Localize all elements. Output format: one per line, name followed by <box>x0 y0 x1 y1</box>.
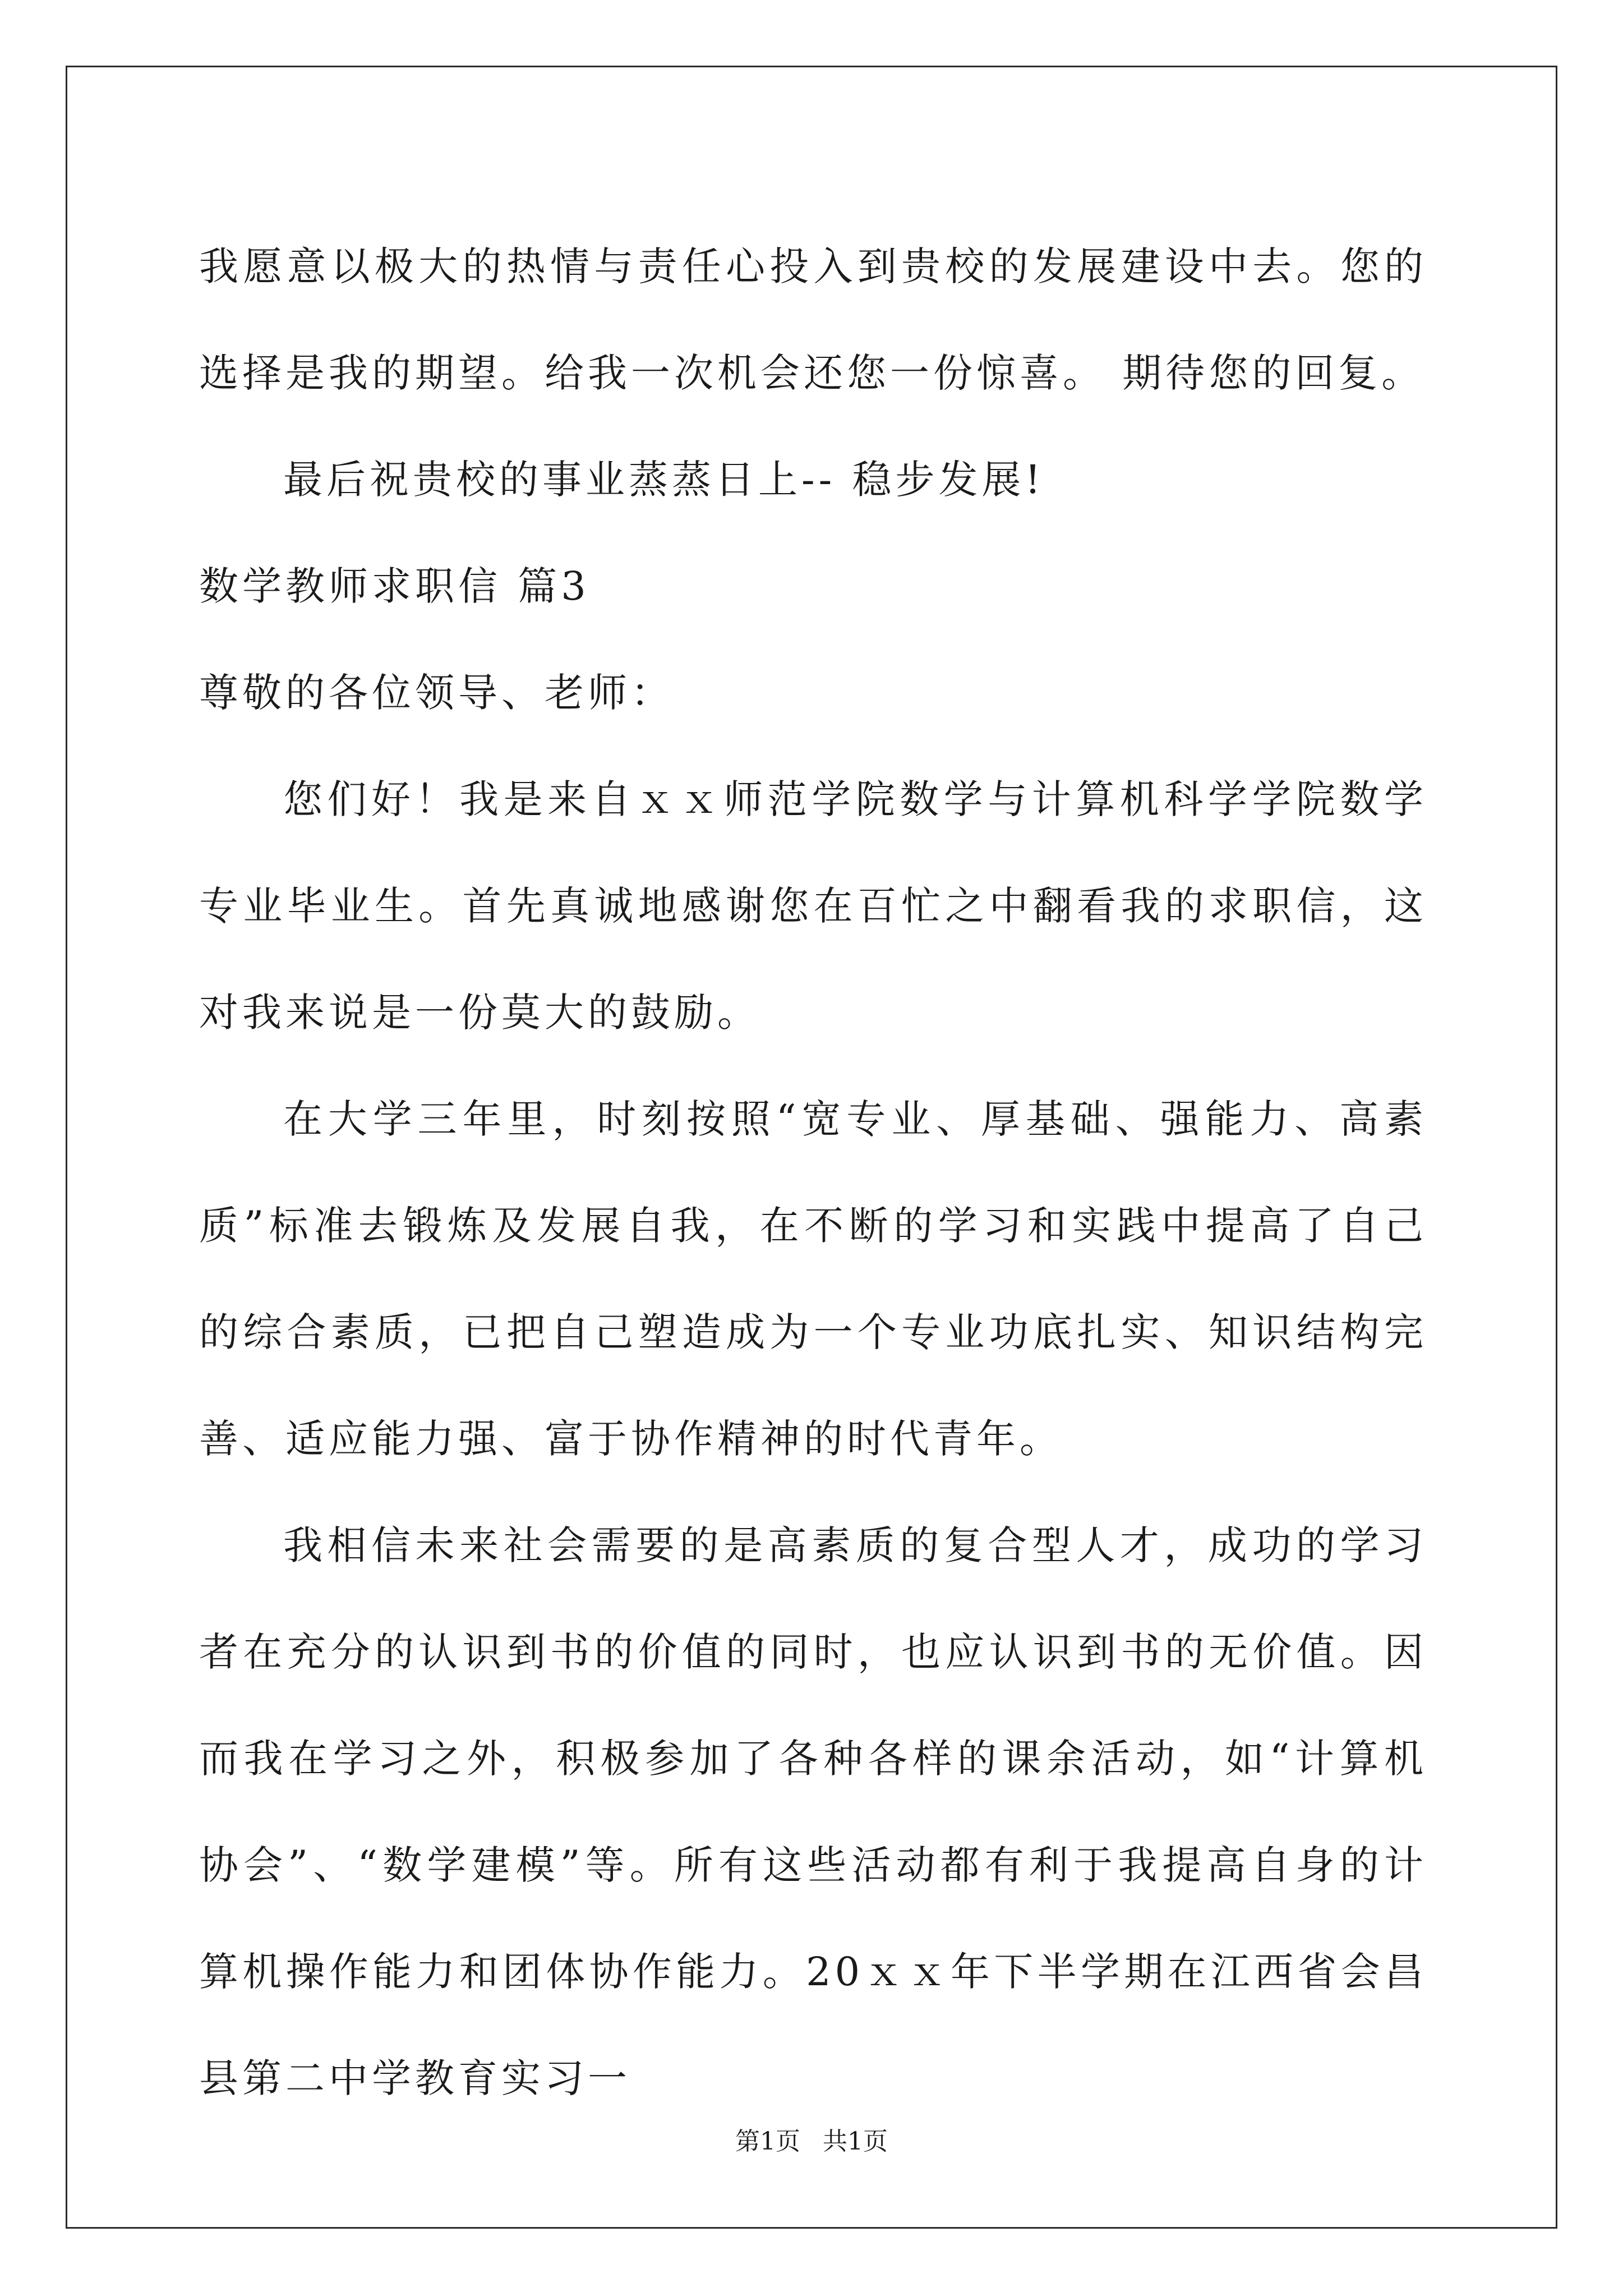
section-heading: 数学教师求职信 篇3 <box>199 563 590 609</box>
salutation: 尊敬的各位领导、老师： <box>199 670 674 716</box>
paragraph-activities: 我相信未来社会需要的是高素质的复合型人才，成功的学习者在充分的认识到书的价值的同时，也应认识到书的无价值。因而我在学习之外，积极参加了各种各样的课余活动，如“计算机协会”、“数学建模”等。所有这些活动都有利于我提高自身的计算机操作能力和团体协作能力。20ｘｘ年下半学期在江西省会昌县第二中学教育实习一 <box>199 1522 1427 2101</box>
document-body <box>199 213 1427 2132</box>
paragraph-university-years: 在大学三年里，时刻按照“宽专业、厚基础、强能力、高素质”标准去锻炼及发展自我，在不断的学习和实践中提高了自己的综合素质，已把自己塑造成为一个专业功底扎实、知识结构完善、适应能力强、富于协作精神的时代青年。 <box>199 1096 1427 1462</box>
page-total: 共1页 <box>823 2127 888 2156</box>
paragraph-intro-closing: 我愿意以极大的热情与责任心投入到贵校的发展建设中去。您的选择是我的期望。给我一次机会还您一份惊喜。 期待您的回复。 <box>199 243 1427 396</box>
page-number: 第1页 <box>735 2127 800 2156</box>
paragraph-best-wishes: 最后祝贵校的事业蒸蒸日上-- 稳步发展! <box>283 457 1045 503</box>
paragraph-greeting: 您们好！我是来自ｘｘ师范学院数学与计算机科学学院数学专业毕业生。首先真诚地感谢您在百忙之中翻看我的求职信，这对我来说是一份莫大的鼓励。 <box>199 776 1427 1036</box>
page-footer <box>0 2125 1623 2159</box>
